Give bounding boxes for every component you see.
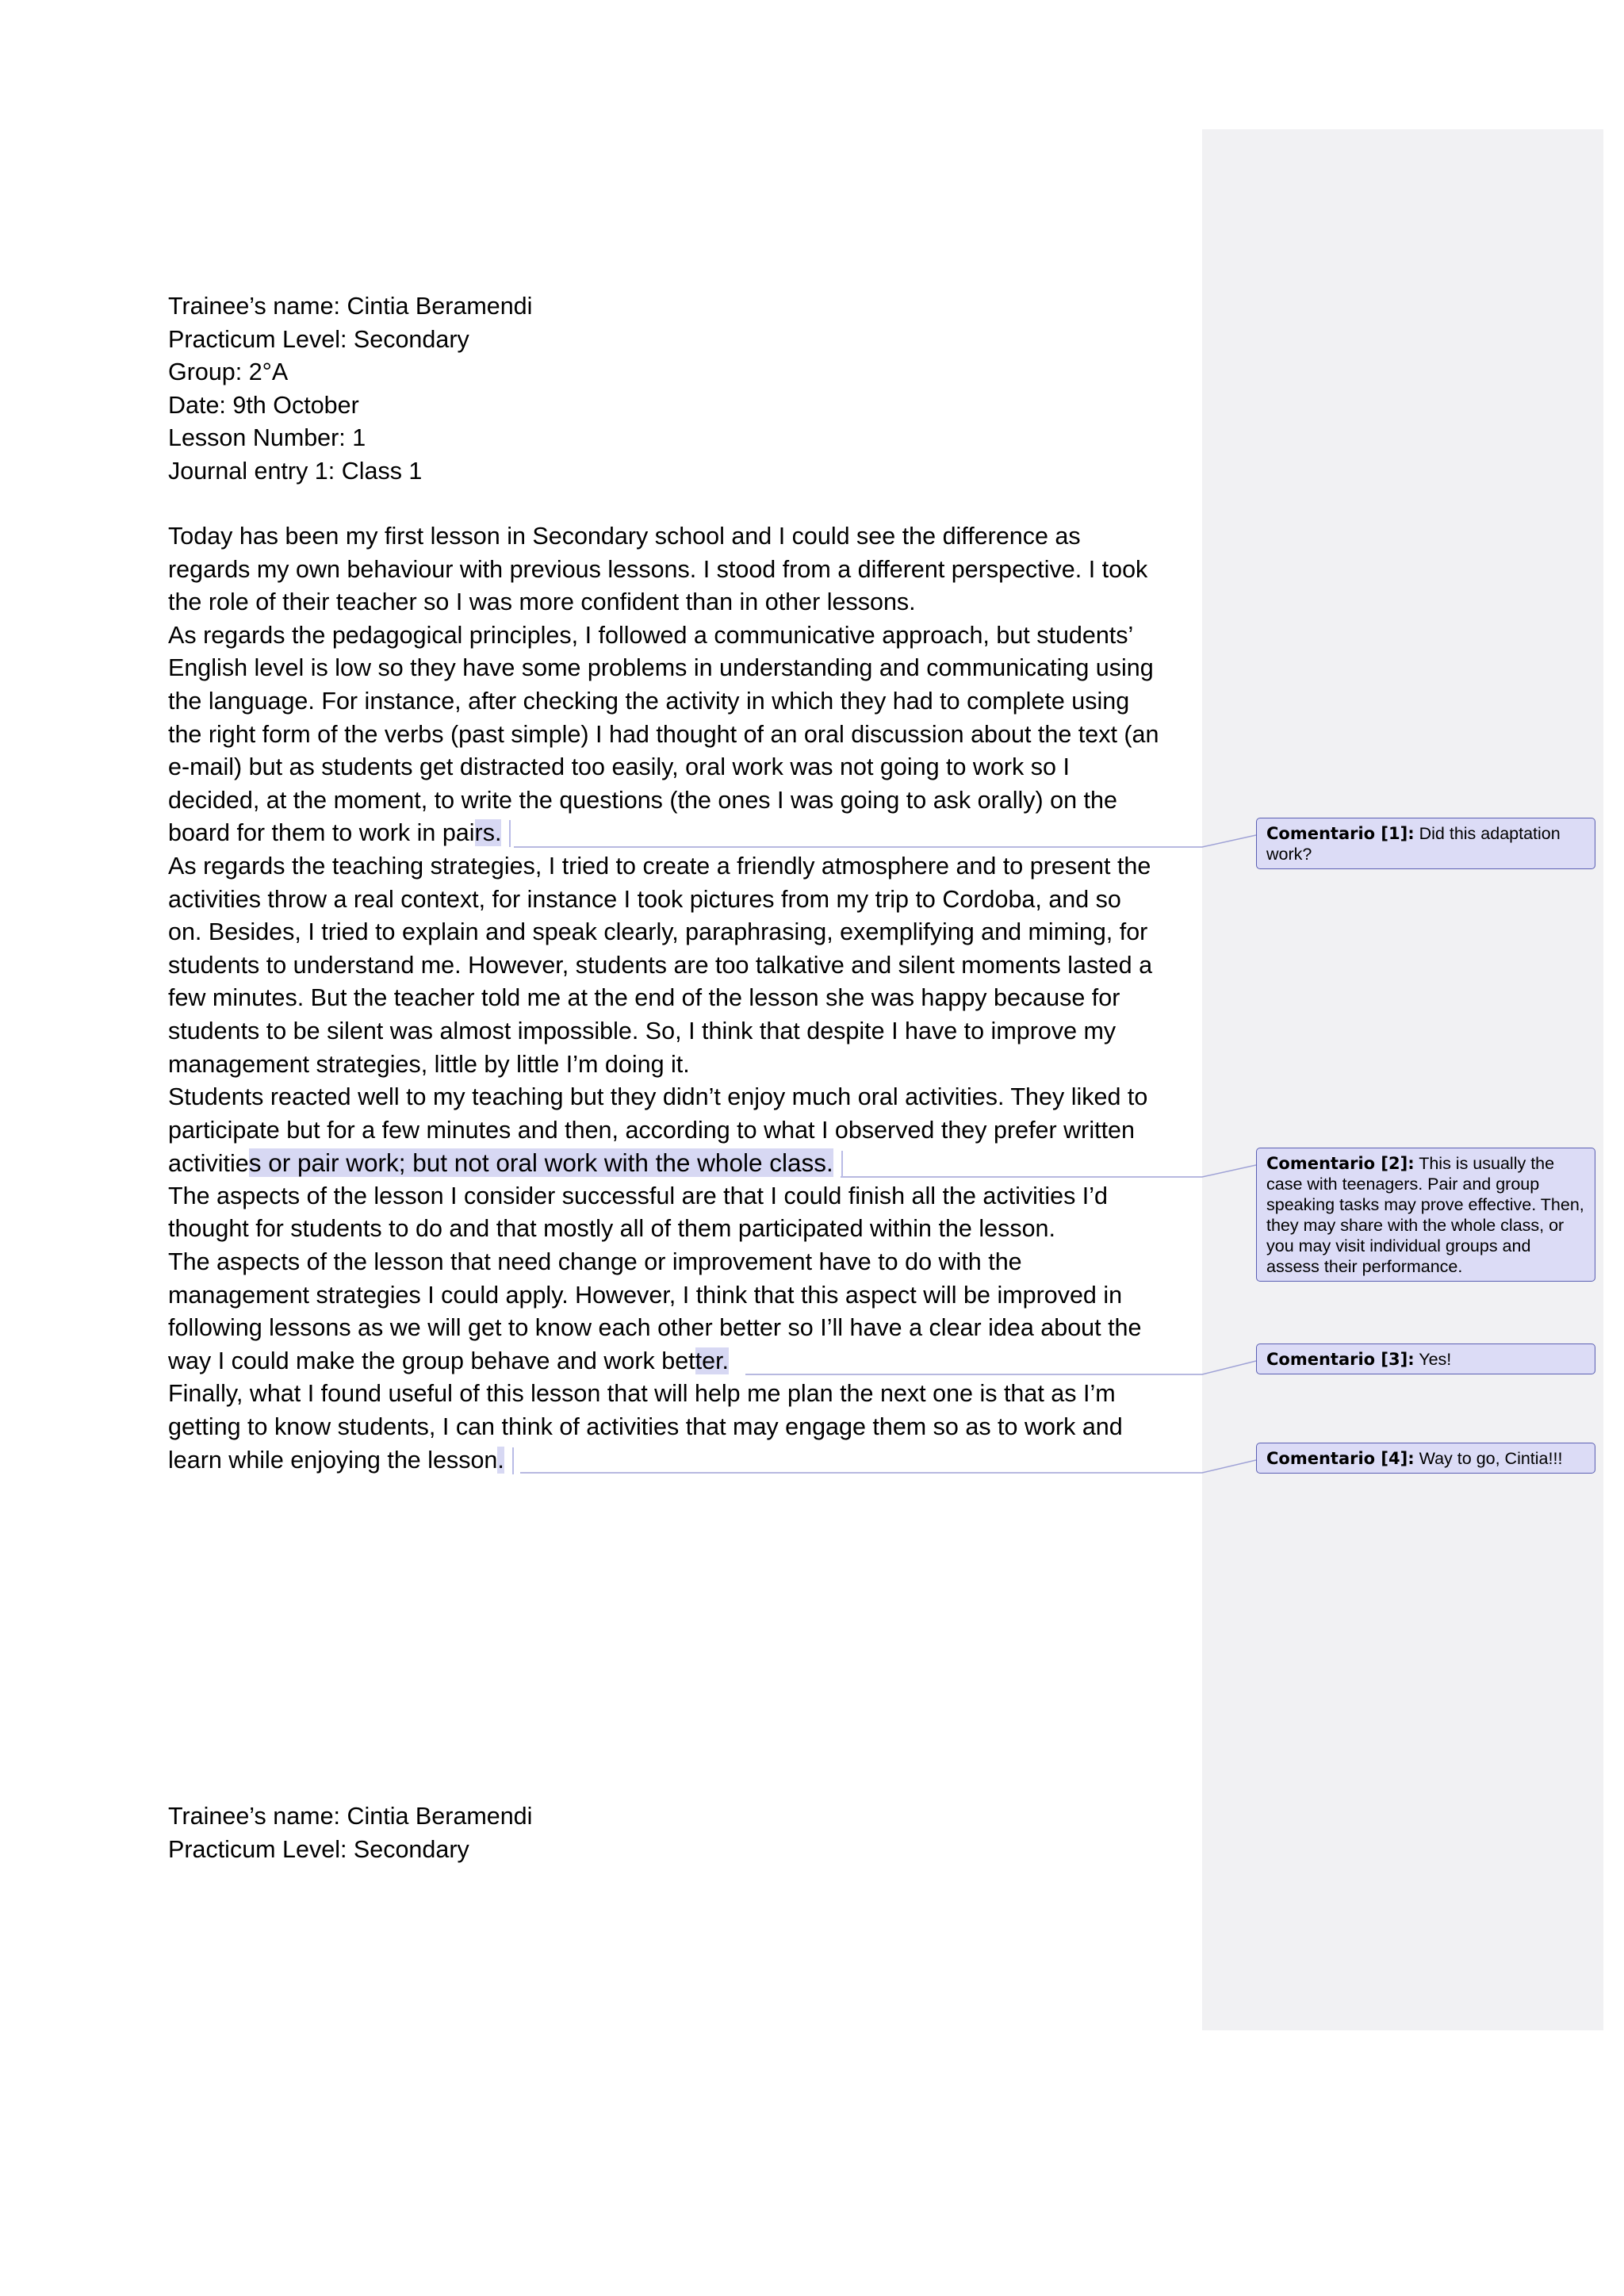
body-line <box>168 817 1199 850</box>
body-line: thought for students to do and that mostly all of them participated within the lesson. <box>168 1215 1055 1243</box>
comment-text: Way to go, Cintia!!! <box>1419 1449 1563 1468</box>
body-text: activitie <box>168 1150 249 1178</box>
body-line: decided, at the moment, to write the questions (the ones I was going to ask orally) on the <box>168 786 1117 814</box>
body-line: on. Besides, I tried to explain and speak clearly, paraphrasing, exemplifying and miming, for <box>168 918 1148 946</box>
comment-tag: Comentario [4]: <box>1266 1449 1415 1468</box>
comment-tag: Comentario [2]: <box>1266 1154 1415 1173</box>
practicum-level: Practicum Level: Secondary <box>168 1835 469 1863</box>
body-line: few minutes. But the teacher told me at the end of the lesson she was happy because for <box>168 984 1120 1012</box>
body-line: getting to know students, I can think of activities that may engage them so as to work and <box>168 1413 1123 1441</box>
next-entry-header <box>168 1800 1199 1866</box>
comment-balloon-1[interactable] <box>1256 818 1595 869</box>
body-text: board for them to work in pai <box>168 819 475 847</box>
body-line: e-mail) but as students get distracted too easily, oral work was not going to work so I <box>168 753 1070 781</box>
comment-tag: Comentario [3]: <box>1266 1350 1415 1369</box>
body-line: the role of their teacher so I was more confident than in other lessons. <box>168 588 916 616</box>
body-text: learn while enjoying the lesson <box>168 1446 498 1474</box>
body-line: Today has been my first lesson in Secondary school and I could see the difference as <box>168 523 1081 550</box>
trainee-name: Trainee’s name: Cintia Beramendi <box>168 293 533 320</box>
comment-anchor-4[interactable]: . <box>497 1446 504 1474</box>
body-line: students to be silent was almost impossible. So, I think that despite I have to improve my <box>168 1017 1116 1045</box>
body-line <box>168 1444 1199 1478</box>
comment-marker-1 <box>509 820 511 847</box>
journal-entry: Journal entry 1: Class 1 <box>168 457 423 485</box>
body-line: Finally, what I found useful of this lesson that will help me plan the next one is that as I’m <box>168 1380 1116 1408</box>
body-line <box>168 1345 1199 1378</box>
body-line: Students reacted well to my teaching but they didn’t enjoy much oral activities. They liked to <box>168 1083 1148 1111</box>
body-line: participate but for a few minutes and then, according to what I observed they prefer written <box>168 1116 1135 1144</box>
body-text: way I could make the group behave and work bet <box>168 1347 695 1374</box>
comment-anchor-1[interactable]: rs. <box>474 819 502 847</box>
comment-tag: Comentario [1]: <box>1266 824 1415 843</box>
body-line: following lessons as we will get to know each other better so I’ll have a clear idea about the <box>168 1314 1142 1342</box>
journal-header <box>168 290 1199 489</box>
comment-marker-2 <box>841 1151 843 1178</box>
body-line: The aspects of the lesson I consider successful are that I could finish all the activities I’d <box>168 1182 1109 1209</box>
body-line: As regards the pedagogical principles, I followed a communicative approach, but students’ <box>168 621 1134 649</box>
lesson-number: Lesson Number: 1 <box>168 424 366 452</box>
group: Group: 2°A <box>168 358 289 386</box>
comment-anchor-3[interactable]: ter. <box>695 1347 730 1374</box>
comment-anchor-2[interactable]: s or pair work; but not oral work with the whole class. <box>248 1148 833 1178</box>
body-line: English level is low so they have some problems in understanding and communicating using <box>168 654 1154 682</box>
trainee-name: Trainee’s name: Cintia Beramendi <box>168 1803 533 1830</box>
body-line: regards my own behaviour with previous lessons. I stood from a different perspective. I took <box>168 555 1148 583</box>
body-line: management strategies, little by little I’m doing it. <box>168 1050 690 1078</box>
comment-balloon-2[interactable] <box>1256 1148 1595 1282</box>
body-line: activities throw a real context, for instance I took pictures from my trip to Cordoba, and so <box>168 885 1121 913</box>
journal-body <box>168 520 1199 1477</box>
body-line <box>168 1147 1199 1180</box>
comment-balloon-3[interactable] <box>1256 1343 1595 1374</box>
body-line: As regards the teaching strategies, I tried to create a friendly atmosphere and to present the <box>168 852 1151 880</box>
comment-text: This is usually the case with teenagers. Pair and group speaking tasks may prove effective. Then, they may share with the whole class, or you may visit individual groups and assess their performance. <box>1266 1154 1584 1276</box>
practicum-level: Practicum Level: Secondary <box>168 325 469 353</box>
comment-text: Yes! <box>1419 1350 1452 1369</box>
comment-text: Did this adaptation work? <box>1266 824 1561 864</box>
body-line: the language. For instance, after checking the activity in which they had to complete using <box>168 687 1130 715</box>
body-line: The aspects of the lesson that need change or improvement have to do with the <box>168 1248 1022 1276</box>
body-line: the right form of the verbs (past simple) I had thought of an oral discussion about the text (an <box>168 720 1159 748</box>
comment-marker-4 <box>512 1447 514 1474</box>
body-line: management strategies I could apply. However, I think that this aspect will be improved in <box>168 1281 1123 1309</box>
date: Date: 9th October <box>168 391 359 419</box>
body-line: students to understand me. However, students are too talkative and silent moments lasted a <box>168 951 1153 979</box>
comment-balloon-4[interactable] <box>1256 1443 1595 1474</box>
